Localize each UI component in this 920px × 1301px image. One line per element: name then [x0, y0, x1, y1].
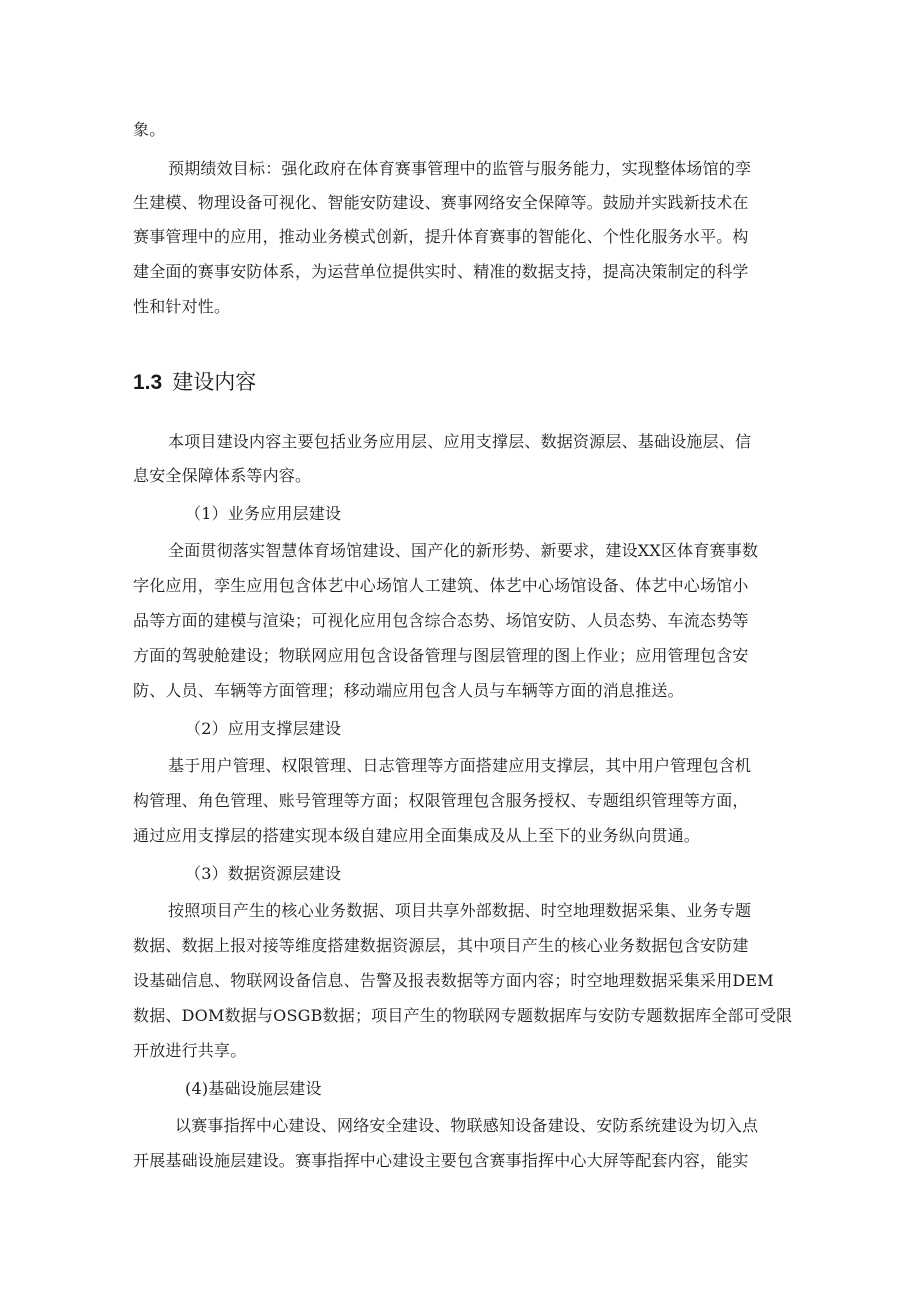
item3-paragraph-line: 设基础信息、物联网设备信息、告警及报表数据等方面内容；时空地理数据采集采用DEM [133, 971, 774, 990]
item2-paragraph-line: 基于用户管理、权限管理、日志管理等方面搭建应用支撑层，其中用户管理包含机 [168, 756, 752, 775]
item3-paragraph-line: 数据、数据上报对接等维度搭建数据资源层，其中项目产生的核心业务数据包含安防建 [133, 936, 749, 955]
subsection-title-2: （2）应用支撑层建设 [185, 719, 342, 738]
item1-paragraph-line: 防、人员、车辆等方面管理；移动端应用包含人员与车辆等方面的消息推送。 [133, 681, 684, 700]
paragraph-continuation: 象。 [133, 120, 166, 139]
section-number: 1.3 [133, 371, 163, 394]
goal-paragraph-line: 性和针对性。 [133, 297, 231, 316]
goal-paragraph-line: 预期绩效目标：强化政府在体育赛事管理中的监管与服务能力，实现整体场馆的孪 [168, 159, 752, 178]
section-heading [133, 368, 256, 397]
item3-paragraph-line: 按照项目产生的核心业务数据、项目共享外部数据、时空地理数据采集、业务专题 [168, 901, 752, 920]
item3-paragraph-line: 数据、DOM数据与OSGB数据；项目产生的物联网专题数据库与安防专题数据库全部可受限 [133, 1006, 793, 1025]
item3-paragraph-line: 开放进行共享。 [133, 1041, 247, 1060]
overview-paragraph-line: 本项目建设内容主要包括业务应用层、应用支撑层、数据资源层、基础设施层、信 [168, 432, 752, 451]
goal-paragraph-line: 赛事管理中的应用，推动业务模式创新，提升体育赛事的智能化、个性化服务水平。构 [133, 227, 749, 246]
item4-paragraph-line: 以赛事指挥中心建设、网络安全建设、物联感知设备建设、安防系统建设为切入点 [175, 1116, 759, 1135]
item4-paragraph-line: 开展基础设施层建设。赛事指挥中心建设主要包含赛事指挥中心大屏等配套内容，能实 [133, 1151, 749, 1170]
item2-paragraph-line: 构管理、角色管理、账号管理等方面；权限管理包含服务授权、专题组织管理等方面， [133, 791, 749, 810]
subsection-title-4: (4)基础设施层建设 [185, 1079, 322, 1098]
subsection-title-1: （1）业务应用层建设 [185, 504, 342, 523]
overview-paragraph-line: 息安全保障体系等内容。 [133, 466, 312, 485]
item1-paragraph-line: 方面的驾驶舱建设；物联网应用包含设备管理与图层管理的图上作业；应用管理包含安 [133, 646, 749, 665]
section-title: 建设内容 [172, 370, 257, 394]
item1-paragraph-line: 字化应用，孪生应用包含体艺中心场馆人工建筑、体艺中心场馆设备、体艺中心场馆小 [133, 576, 749, 595]
goal-paragraph-line: 建全面的赛事安防体系，为运营单位提供实时、精准的数据支持，提高决策制定的科学 [133, 262, 749, 281]
goal-paragraph-line: 生建模、物理设备可视化、智能安防建设、赛事网络安全保障等。鼓励并实践新技术在 [133, 193, 749, 212]
item1-paragraph-line: 全面贯彻落实智慧体育场馆建设、国产化的新形势、新要求，建设XX区体育赛事数 [168, 541, 759, 560]
subsection-title-3: （3）数据资源层建设 [185, 864, 342, 883]
item1-paragraph-line: 品等方面的建模与渲染；可视化应用包含综合态势、场馆安防、人员态势、车流态势等 [133, 611, 749, 630]
item2-paragraph-line: 通过应用支撑层的搭建实现本级自建应用全面集成及从上至下的业务纵向贯通。 [133, 826, 701, 845]
